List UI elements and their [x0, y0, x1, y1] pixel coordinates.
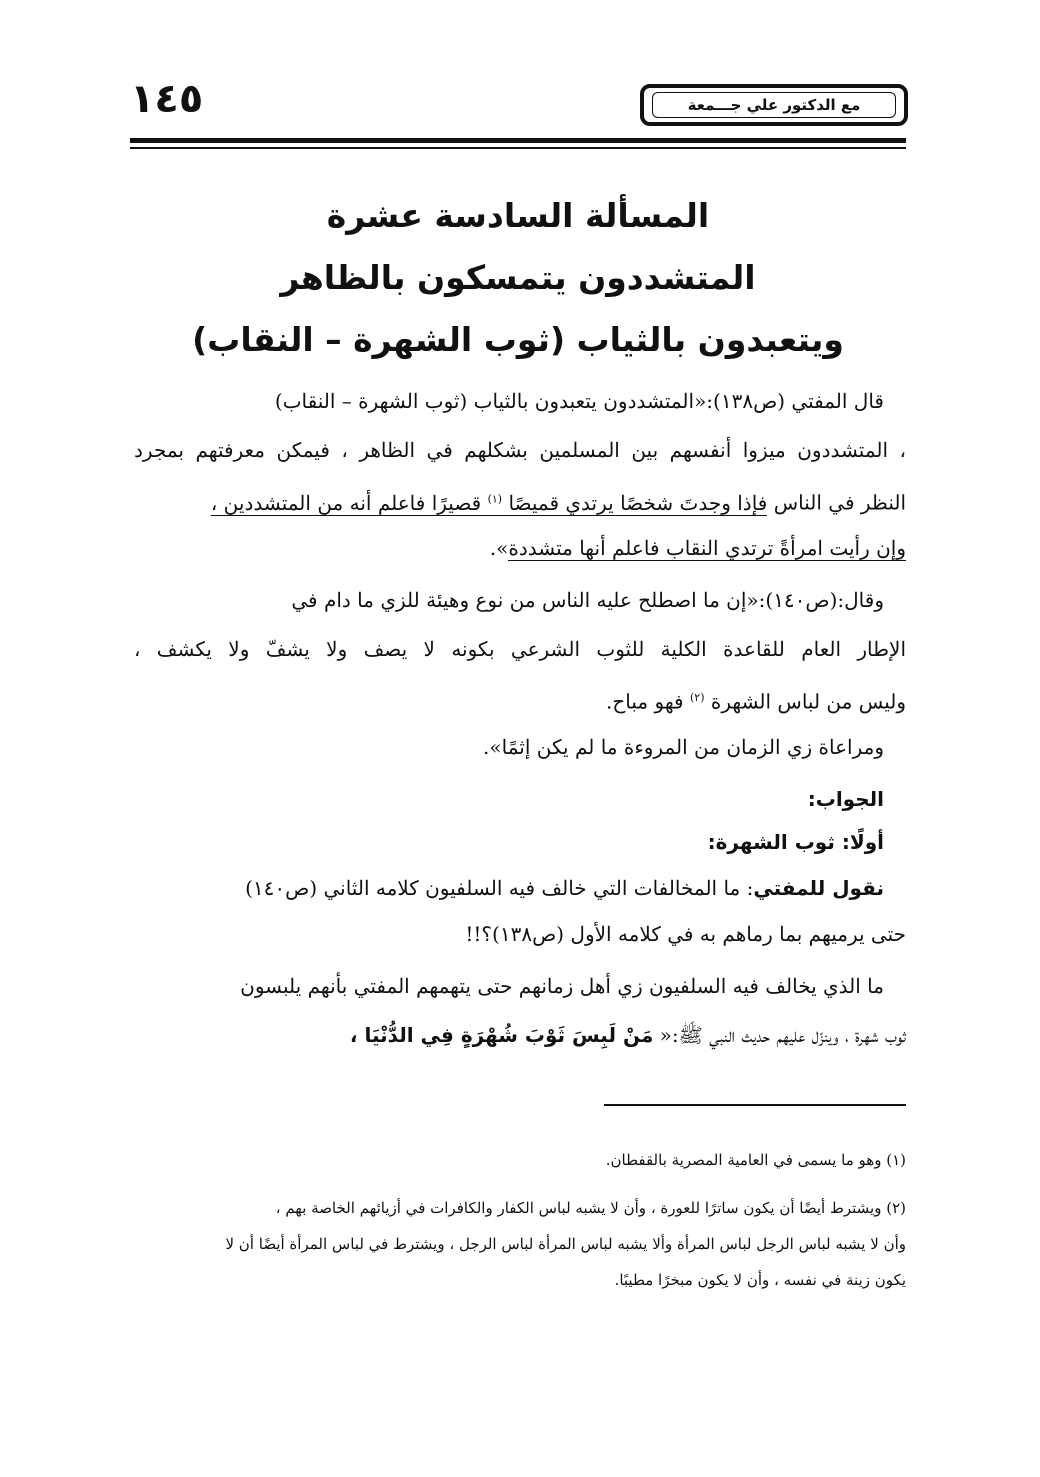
section-heading-first: أولًا: ثوب الشهرة: — [707, 830, 884, 854]
footnote-2-line-3: يكون زينة في نفسه ، وأن لا يكون مبخرًا مطيبًا. — [614, 1271, 906, 1289]
running-title-box — [640, 84, 908, 126]
header-rule-thick — [130, 138, 906, 143]
p4-line-2 — [134, 1015, 906, 1055]
underlined-quote-1-a: فإذا وجدتَ شخصًا يرتدي قميصًا — [502, 490, 768, 515]
p4-line-2-rest: ثوب شهرة ، وينزّل عليهم حديث النبي ﷺ:« — [653, 1023, 906, 1047]
p3-line-2: حتى يرميهم بما رماهم به في كلامه الأول (ص١٣٨)؟!! — [465, 922, 906, 946]
p3-line-1-rest: : ما المخالفات التي خالف فيه السلفيون كلامه الثاني (ص١٤٠) — [245, 876, 754, 900]
p1-line-1: قال المفتي (ص١٣٨):«المتشددون يتعبدون بالثياب (ثوب الشهرة – النقاب) — [274, 389, 884, 413]
underlined-quote-1-b: قصيرًا فاعلم أنه من المتشددين ، — [210, 490, 488, 515]
chapter-title-line-2: المتشددون يتمسكون بالظاهر — [280, 258, 756, 297]
p1-line-2: ، المتشددون ميزوا أنفسهم بين المسلمين بشكلهم في الظاهر ، فيمكن معرفتهم بمجرد — [134, 438, 906, 462]
footnote-2-line-2: وأن لا يشبه لباس الرجل لباس المرأة وألا يشبه لباس المرأة لباس الرجل ، ويشترط في لباس المرأة أيضًا أن لا — [225, 1235, 906, 1253]
footnote-2-line-1: (٢) ويشترط أيضًا أن يكون ساترًا للعورة ، وأن لا يشبه لباس الكفار والكافرات في أزيائهم الخاصة بهم ، — [275, 1199, 906, 1217]
p2-line-4: ومراعاة زي الزمان من المروءة ما لم يكن إثمًا». — [483, 735, 884, 759]
p3-line-1 — [134, 868, 884, 908]
underlined-quote-2: وإن رأيت امرأةً ترتدي النقاب فاعلم أنها متشددة — [508, 536, 906, 560]
header-rule-thin — [130, 147, 906, 149]
p2-line-3 — [134, 678, 906, 718]
footnote-ref-2: (٢) — [689, 691, 705, 704]
p2-line-3-a: وليس من لباس الشهرة — [704, 689, 906, 714]
p2-line-2: الإطار العام للقاعدة الكلية للثوب الشرعي بكونه لا يصف ولا يشفّ ولا يكشف ، — [134, 637, 906, 661]
p2-line-1: وقال:(ص١٤٠):«إن ما اصطلح عليه الناس من نوع وهيئة للزي ما دام في — [291, 588, 884, 612]
footnote-ref-1: (١) — [487, 492, 503, 505]
chapter-title-line-3: ويتعبدون بالثياب (ثوب الشهرة – النقاب) — [192, 320, 844, 359]
underlined-quote-1 — [211, 491, 768, 516]
page-number: ١٤٥ — [130, 76, 204, 122]
chapter-title-line-1: المسألة السادسة عشرة — [326, 196, 710, 235]
running-title: مع الدكتور علي جـــمعة — [652, 92, 896, 118]
p3-bold-lead: نقول للمفتي — [753, 876, 884, 900]
p1-line-3-start: النظر في الناس — [767, 490, 906, 515]
answer-heading: الجواب: — [807, 787, 884, 811]
p1-line-4-end: ». — [489, 536, 509, 560]
p2-line-3-b: فهو مباح. — [606, 689, 690, 714]
footnote-1: (١) وهو ما يسمى في العامية المصرية بالقفطان. — [605, 1151, 906, 1169]
footnote-separator — [604, 1104, 906, 1106]
p4-line-1: ما الذي يخالف فيه السلفيون زي أهل زمانهم حتى يتهمهم المفتي بأنهم يلبسون — [240, 974, 884, 998]
p1-line-4 — [134, 528, 906, 568]
p1-line-3 — [134, 479, 906, 519]
hadith-quote: مَنْ لَبِسَ ثَوْبَ شُهْرَةٍ فِي الدُّنْيَا ، — [349, 1023, 654, 1047]
